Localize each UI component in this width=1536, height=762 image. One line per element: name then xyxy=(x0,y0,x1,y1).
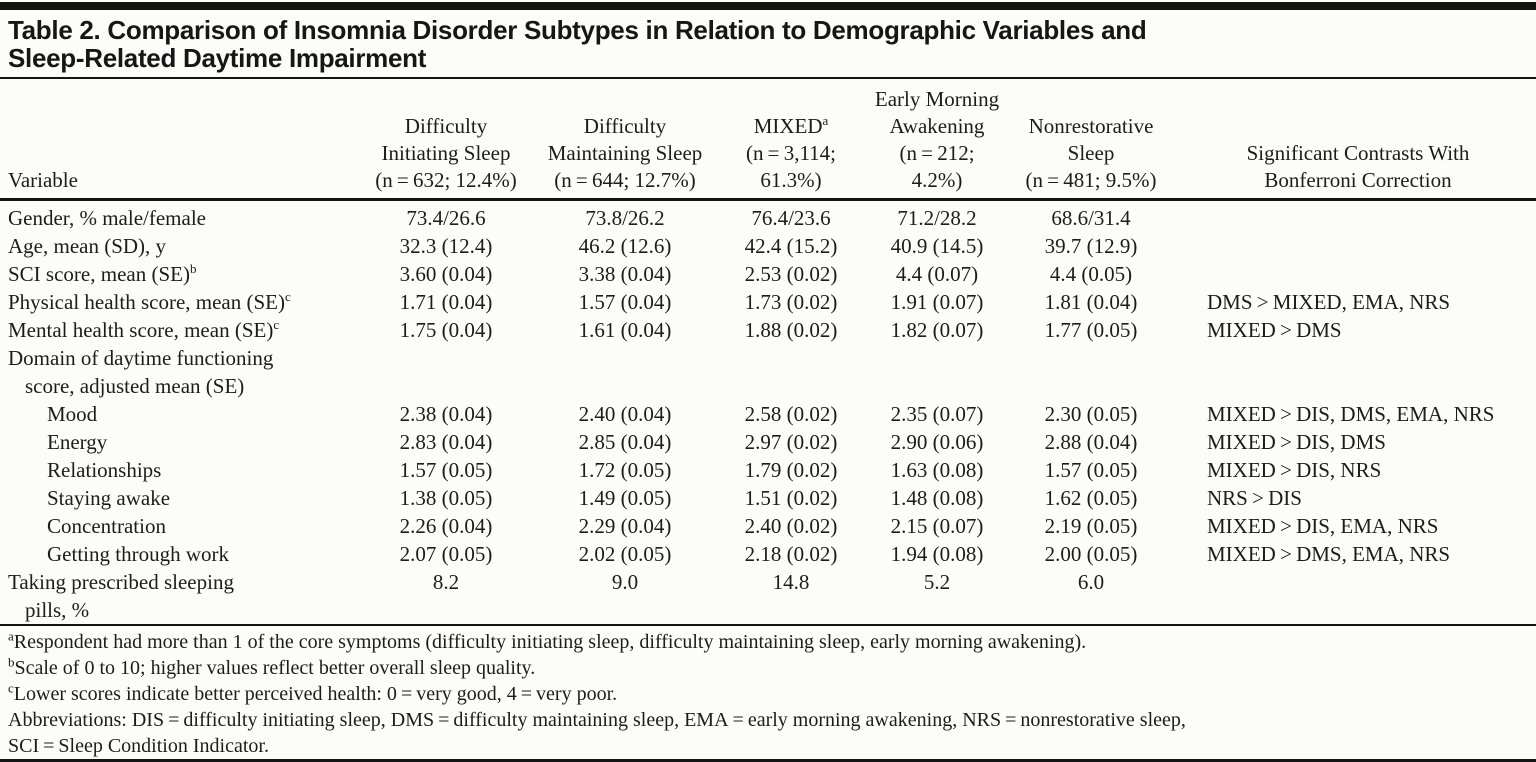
value-cell: 1.88 (0.02) xyxy=(744,318,838,342)
value-cell: 46.2 (12.6) xyxy=(578,234,672,258)
column-header-mixed: MIXED$^a$ (n = 3,114; 61.3%) xyxy=(710,79,872,200)
row-label: Physical health score, mean (SE)$^c$ xyxy=(8,289,291,314)
row-label: Concentration xyxy=(47,514,166,538)
table-row xyxy=(0,400,1536,428)
value-cell: 40.9 (14.5) xyxy=(890,234,984,258)
row-label: Mood xyxy=(47,402,98,426)
paper-table-page xyxy=(0,2,1536,757)
value-cell: 2.58 (0.02) xyxy=(744,402,838,426)
value-cell: 1.48 (0.08) xyxy=(890,486,984,510)
footnote: $^b$Scale of 0 to 10; higher values reflect better overall sleep quality. xyxy=(8,654,536,679)
table-head xyxy=(0,79,1536,200)
value-cell: 5.2 xyxy=(923,570,951,594)
table-row xyxy=(0,484,1536,512)
row-label: Mental health score, mean (SE)$^c$ xyxy=(8,317,280,342)
value-cell: 2.40 (0.02) xyxy=(744,514,838,538)
table-row xyxy=(0,260,1536,288)
value-cell: 1.79 (0.02) xyxy=(744,458,838,482)
value-cell: 2.53 (0.02) xyxy=(744,262,838,286)
value-cell: 1.62 (0.05) xyxy=(1044,486,1138,510)
value-cell xyxy=(540,344,710,400)
value-cell xyxy=(710,344,872,400)
value-cell: 2.30 (0.05) xyxy=(1044,402,1138,426)
value-cell xyxy=(872,344,1002,400)
row-label-cell xyxy=(0,484,352,512)
value-cell: 4.4 (0.07) xyxy=(895,262,979,286)
column-header-dis: Difficulty Initiating Sleep (n = 632; 12.4%) xyxy=(352,79,540,200)
footnote-marker: b xyxy=(8,654,15,670)
column-header-nrs: Nonrestorative Sleep (n = 481; 9.5%) xyxy=(1002,79,1180,200)
superscript-marker: c xyxy=(273,317,280,332)
value-cell: 1.82 (0.07) xyxy=(890,318,984,342)
row-label: Energy xyxy=(47,430,108,454)
row-label-cell xyxy=(0,540,352,568)
value-cell: 1.91 (0.07) xyxy=(890,290,984,314)
row-label-cell xyxy=(0,260,352,288)
value-cell: 2.18 (0.02) xyxy=(744,542,838,566)
value-cell xyxy=(352,344,540,400)
column-header-contrasts: Significant Contrasts With Bonferroni Correction xyxy=(1180,79,1536,200)
row-label-cell xyxy=(0,232,352,260)
value-cell: 1.38 (0.05) xyxy=(399,486,493,510)
value-cell: 42.4 (15.2) xyxy=(744,234,838,258)
value-cell: 1.51 (0.02) xyxy=(744,486,838,510)
value-cell: 2.35 (0.07) xyxy=(890,402,984,426)
table-row xyxy=(0,316,1536,344)
value-cell: 1.57 (0.05) xyxy=(1044,458,1138,482)
table-row xyxy=(0,568,1536,624)
table-title xyxy=(0,10,1536,77)
row-label-cell xyxy=(0,316,352,344)
table-row xyxy=(0,428,1536,456)
table-header-row xyxy=(0,79,1536,200)
column-header-ema: Early Morning Awakening (n = 212; 4.2%) xyxy=(872,79,1002,200)
row-label-cell xyxy=(0,428,352,456)
value-cell: 1.94 (0.08) xyxy=(890,542,984,566)
row-label: Getting through work xyxy=(47,542,229,566)
row-label: Staying awake xyxy=(47,486,171,510)
footnote: $^c$Lower scores indicate better perceived health: 0 = very good, 4 = very poor. xyxy=(8,680,618,705)
contrast-cell xyxy=(1180,344,1536,400)
value-cell: 73.4/26.6 xyxy=(406,206,486,230)
footnote: Abbreviations: DIS = difficulty initiating sleep, DMS = difficulty maintaining sleep, EMA = early morning awakening, NRS = nonrestorative sleep, xyxy=(8,709,1186,731)
value-cell: 2.26 (0.04) xyxy=(399,514,493,538)
superscript-marker: a xyxy=(822,113,829,128)
table-title-line2: Sleep-Related Daytime Impairment xyxy=(8,43,427,73)
footnotes xyxy=(0,626,1536,759)
value-cell: 68.6/31.4 xyxy=(1051,206,1131,230)
value-cell: 39.7 (12.9) xyxy=(1044,234,1138,258)
table-title-line1: Table 2. Comparison of Insomnia Disorder Subtypes in Relation to Demographic Variables and xyxy=(8,15,1147,45)
value-cell: 4.4 (0.05) xyxy=(1049,262,1133,286)
value-cell: 2.38 (0.04) xyxy=(399,402,493,426)
row-label-cell xyxy=(0,344,352,400)
value-cell: 8.2 xyxy=(432,570,460,594)
value-cell: 76.4/23.6 xyxy=(751,206,831,230)
value-cell: 1.75 (0.04) xyxy=(399,318,493,342)
value-cell: 1.57 (0.05) xyxy=(399,458,493,482)
value-cell: 1.81 (0.04) xyxy=(1044,290,1138,314)
value-cell: 73.8/26.2 xyxy=(585,206,665,230)
contrast-cell: MIXED > DIS, EMA, NRS xyxy=(1207,514,1439,538)
table-row xyxy=(0,512,1536,540)
row-label: Gender, % male/female xyxy=(8,206,206,230)
value-cell: 2.07 (0.05) xyxy=(399,542,493,566)
row-label: Taking prescribed sleeping xyxy=(8,570,234,594)
value-cell: 2.85 (0.04) xyxy=(578,430,672,454)
contrast-cell xyxy=(1180,568,1536,624)
value-cell: 32.3 (12.4) xyxy=(399,234,493,258)
value-cell: 1.71 (0.04) xyxy=(399,290,493,314)
contrast-cell: MIXED > DIS, DMS xyxy=(1207,430,1386,454)
value-cell: 2.15 (0.07) xyxy=(890,514,984,538)
table-row xyxy=(0,456,1536,484)
row-label: Relationships xyxy=(47,458,162,482)
value-cell: 9.0 xyxy=(611,570,639,594)
contrast-cell: MIXED > DMS xyxy=(1207,318,1342,342)
table-row xyxy=(0,200,1536,233)
column-header-variable: Variable xyxy=(0,79,352,200)
row-label-cell xyxy=(0,400,352,428)
table-row xyxy=(0,540,1536,568)
value-cell: 1.63 (0.08) xyxy=(890,458,984,482)
contrast-cell: NRS > DIS xyxy=(1207,486,1302,510)
column-header-dms: Difficulty Maintaining Sleep (n = 644; 12.7%) xyxy=(540,79,710,200)
value-cell: 2.00 (0.05) xyxy=(1044,542,1138,566)
contrast-cell xyxy=(1180,200,1536,233)
contrast-cell: MIXED > DIS, DMS, EMA, NRS xyxy=(1207,402,1495,426)
contrast-cell: DMS > MIXED, EMA, NRS xyxy=(1207,290,1451,314)
row-label-continued: score, adjusted mean (SE) xyxy=(25,374,245,398)
value-cell: 2.40 (0.04) xyxy=(578,402,672,426)
value-cell: 71.2/28.2 xyxy=(897,206,977,230)
value-cell: 1.57 (0.04) xyxy=(578,290,672,314)
superscript-marker: b xyxy=(189,261,197,276)
footnote-marker: a xyxy=(8,628,14,644)
contrast-cell xyxy=(1180,260,1536,288)
value-cell: 1.72 (0.05) xyxy=(578,458,672,482)
row-label-cell xyxy=(0,456,352,484)
row-label: Domain of daytime functioning xyxy=(8,346,274,370)
value-cell: 2.97 (0.02) xyxy=(744,430,838,454)
table-row xyxy=(0,232,1536,260)
row-label: SCI score, mean (SE)$^b$ xyxy=(8,261,197,286)
comparison-table xyxy=(0,79,1536,624)
value-cell: 3.60 (0.04) xyxy=(399,262,493,286)
value-cell: 2.02 (0.05) xyxy=(578,542,672,566)
value-cell: 2.88 (0.04) xyxy=(1044,430,1138,454)
contrast-cell: MIXED > DIS, NRS xyxy=(1207,458,1382,482)
footnote: $^a$Respondent had more than 1 of the core symptoms (difficulty initiating sleep, difficulty maintaining sleep, early morning awakening). xyxy=(8,628,1087,653)
value-cell: 2.29 (0.04) xyxy=(578,514,672,538)
value-cell xyxy=(1002,344,1180,400)
value-cell: 1.49 (0.05) xyxy=(578,486,672,510)
row-label-cell xyxy=(0,288,352,316)
table-row xyxy=(0,288,1536,316)
row-label-cell xyxy=(0,512,352,540)
contrast-cell xyxy=(1180,232,1536,260)
top-rule-bar xyxy=(0,2,1536,10)
table-row xyxy=(0,344,1536,400)
superscript-marker: c xyxy=(285,289,291,304)
row-label-cell xyxy=(0,200,352,233)
footnote-continued: SCI = Sleep Condition Indicator. xyxy=(8,735,269,757)
row-label-continued: pills, % xyxy=(25,598,90,622)
value-cell: 6.0 xyxy=(1077,570,1105,594)
row-label: Age, mean (SD), y xyxy=(8,234,167,258)
value-cell: 1.73 (0.02) xyxy=(744,290,838,314)
footnote-marker: c xyxy=(8,680,14,696)
value-cell: 1.61 (0.04) xyxy=(578,318,672,342)
value-cell: 14.8 xyxy=(772,570,810,594)
value-cell: 2.19 (0.05) xyxy=(1044,514,1138,538)
value-cell: 2.83 (0.04) xyxy=(399,430,493,454)
value-cell: 2.90 (0.06) xyxy=(890,430,984,454)
value-cell: 1.77 (0.05) xyxy=(1044,318,1138,342)
contrast-cell: MIXED > DMS, EMA, NRS xyxy=(1207,542,1451,566)
row-label-cell xyxy=(0,568,352,624)
table-body xyxy=(0,200,1536,625)
value-cell: 3.38 (0.04) xyxy=(578,262,672,286)
